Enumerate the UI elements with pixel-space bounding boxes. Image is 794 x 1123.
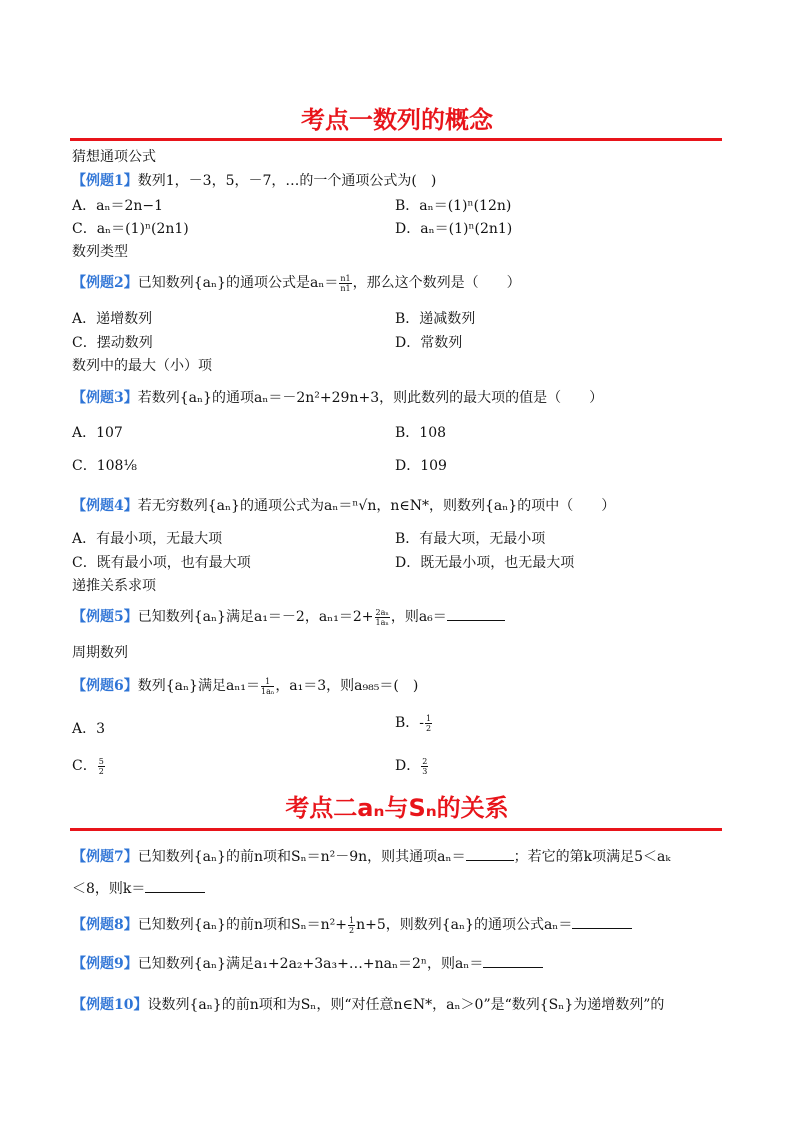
option-b: B．递减数列 [395, 311, 476, 327]
question-6 [72, 675, 732, 696]
question-7-line-2 [72, 878, 732, 898]
option-a: A．aₙ＝2n−1 [72, 198, 164, 214]
answer-blank [447, 618, 505, 621]
question-5 [72, 606, 732, 627]
topic-heading: 递推关系求项 [72, 578, 156, 594]
question-tag: 【例题2】 [72, 275, 138, 291]
option-d: D．常数列 [395, 335, 463, 351]
question-tag: 【例题1】 [72, 173, 138, 189]
question-tag: 【例题10】 [72, 997, 148, 1013]
question-9 [72, 953, 732, 973]
option-b: B．aₙ＝(1)ⁿ(12n) [395, 198, 512, 214]
question-2 [72, 272, 732, 293]
question-text: ＜8，则k＝ [72, 881, 146, 897]
section-divider [70, 138, 722, 141]
question-tag: 【例题8】 [72, 917, 138, 933]
section-divider [70, 828, 722, 831]
question-text: n+5，则数列{aₙ}的通项公式aₙ＝ [356, 917, 573, 933]
option-c: C． $\frac{5}{2}$ [72, 756, 104, 776]
section-title: 考点二aₙ与Sₙ的关系 [285, 794, 509, 822]
question-tag: 【例题4】 [72, 498, 138, 514]
question-text: 若无穷数列{aₙ}的通项公式为aₙ＝ⁿ√n，n∈N*，则数列{aₙ}的项中（ ） [137, 498, 616, 514]
question-text: ，a₁＝3，则a₉₈₅＝( ) [275, 678, 419, 694]
topic-heading: 数列类型 [72, 244, 128, 260]
question-tag: 【例题3】 [72, 390, 138, 406]
question-text: 设数列{aₙ}的前n项和为Sₙ，则“对任意n∈N*，aₙ＞0”是“数列{Sₙ}为递增数列”的 [147, 997, 665, 1013]
answer-blank [483, 965, 543, 968]
option-a: A．递增数列 [72, 311, 153, 327]
question-text: ，那么这个数列是（ ） [352, 275, 521, 291]
question-text: ，则a₆＝ [390, 609, 447, 625]
question-4 [72, 495, 732, 515]
option-b: B．108 [395, 425, 447, 441]
question-text: 已知数列{aₙ}满足a₁＝－2，aₙ₁＝2+ [137, 609, 374, 625]
topic-heading: 周期数列 [72, 645, 128, 661]
fraction: $\frac{n1}{n1}$ [340, 273, 351, 293]
question-1 [72, 170, 732, 190]
question-text: 已知数列{aₙ}的前n项和Sₙ＝n²+ [137, 917, 347, 933]
option-d: D．109 [395, 458, 447, 474]
question-tag: 【例题7】 [72, 849, 138, 865]
option-a: A．3 [72, 721, 106, 737]
section-title: 考点一数列的概念 [301, 106, 493, 134]
option-c: C．既有最小项，也有最大项 [72, 555, 251, 571]
question-tag: 【例题9】 [72, 956, 138, 972]
option-c: C．摆动数列 [72, 335, 153, 351]
question-8 [72, 914, 732, 935]
question-text: 已知数列{aₙ}的前n项和Sₙ＝n²－9n，则其通项aₙ＝ [137, 849, 466, 865]
question-3 [72, 387, 732, 407]
option-d: D．既无最小项，也无最大项 [395, 555, 575, 571]
option-d: D．aₙ＝(1)ⁿ(2n1) [395, 221, 513, 237]
question-tag: 【例题6】 [72, 678, 138, 694]
fraction: $\frac{\text{2aₙ}}{\text{1aₙ}}$ [375, 607, 389, 627]
question-7 [72, 846, 732, 866]
answer-blank [466, 858, 514, 861]
topic-heading: 猜想通项公式 [72, 149, 156, 165]
topic-heading: 数列中的最大（小）项 [72, 358, 212, 374]
question-text: ；若它的第k项满足5＜aₖ [513, 849, 671, 865]
answer-blank [145, 890, 205, 893]
option-b: B．- $\frac{1}{2}$ [395, 713, 432, 733]
question-text: 数列1，－3，5，－7，…的一个通项公式为( ) [137, 173, 437, 189]
option-a: A．107 [72, 425, 123, 441]
question-text: 若数列{aₙ}的通项aₙ＝－2n²+29n+3，则此数列的最大项的值是（ ） [137, 390, 604, 406]
option-c: C．108⅛ [72, 458, 138, 474]
fraction: $\frac{1}{2}$ [349, 915, 355, 935]
question-text: 已知数列{aₙ}满足a₁+2a₂+3a₃+…+naₙ＝2ⁿ，则aₙ＝ [137, 956, 484, 972]
question-text: 数列{aₙ}满足aₙ₁＝ [137, 678, 260, 694]
question-text: 已知数列{aₙ}的通项公式是aₙ＝ [137, 275, 339, 291]
question-tag: 【例题5】 [72, 609, 138, 625]
option-c: C．aₙ＝(1)ⁿ(2n1) [72, 221, 189, 237]
option-a: A．有最小项，无最大项 [72, 531, 223, 547]
option-d: D． $\frac{2}{3}$ [395, 756, 428, 776]
fraction: $\frac{1}{\text{1aₙ}}$ [260, 676, 275, 696]
answer-blank [572, 926, 632, 929]
option-b: B．有最大项，无最小项 [395, 531, 546, 547]
question-10 [72, 994, 732, 1014]
